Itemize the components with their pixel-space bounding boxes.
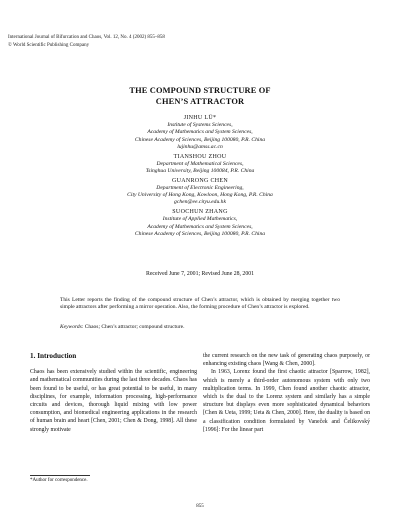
author-block — [0, 154, 400, 176]
affiliation-line: Institute of Systems Sciences, — [167, 122, 233, 129]
author-name: SUOCHUN ZHANG — [172, 209, 228, 216]
intro-paragraph-continued: the current research on the new task of generating chaos purposely, or enhancing existing chaos [Wang & Chen, 2000]. — [203, 353, 370, 368]
journal-header — [8, 34, 165, 49]
affiliation-line: Department of Mathematical Sciences, — [156, 160, 244, 167]
affiliation-line: Chinese Academy of Sciences, Beijing 100080, P.R. China — [134, 136, 266, 143]
author-name: JINHU LÜ* — [183, 115, 217, 121]
affiliation-line: Chinese Academy of Sciences, Beijing 100080, P.R. China — [134, 230, 266, 237]
title-line-1: THE COMPOUND STRUCTURE OF — [129, 86, 271, 95]
author-block — [0, 209, 400, 238]
title-line-2: CHEN’S ATTRACTOR — [155, 96, 245, 106]
affiliation-line: Academy of Mathematics and System Sciences, — [147, 129, 253, 136]
author-name: TIANSHOU ZHOU — [173, 153, 227, 160]
right-column — [203, 352, 370, 434]
intro-paragraph: Chaos has been extensively studied within the scientific, engineering and mathematical communities during the last three decades. Chaos has been found to be useful, or has great potential to be useful, in many disciplines, for example, information processing, high-performance circuits and devices, thorough liquid mixing with low power consumption, and biomedical engineering applications in the research of human brain and heart [Chen, 2001; Chen & Dong, 1998]. All these strongly motivate — [30, 369, 197, 433]
keywords — [60, 324, 340, 330]
left-column — [30, 352, 197, 434]
author-name: GUANRONG CHEN — [171, 177, 229, 184]
affiliation-line: City University of Hong Kong, Kowloon, Hong Kong, P.R. China — [127, 192, 273, 199]
author-block — [0, 115, 400, 151]
section-heading: 1. Introduction — [30, 352, 77, 360]
abstract: This Letter reports the finding of the compound structure of Chen’s attractor, which is obtained by merging together two simple attractors after performing a mirror operation. Also, the forming procedure of Chen’s attractor is explored. — [60, 297, 340, 311]
author-block — [0, 178, 400, 207]
author-email: gchen@ee.cityu.edu.hk — [174, 199, 226, 206]
journal-citation: International Journal of Bifurcation and Chaos, Vol. 12, No. 4 (2002) 855–858 — [8, 35, 165, 40]
author-list — [0, 115, 400, 241]
intro-paragraph: In 1963, Lorenz found the first chaotic attractor [Sparrow, 1982], which is merely a third-order autonomous system with only two multiplication terms. In 1999, Chen found another chaotic attractor, which is the dual to the Lorenz system and similarly has a simple structure but displays even more sophisticated dynamical behaviors [Chen & Ueta, 1999; Ueta & Chen, 2000]. Here, the duality is based on a classification condition formulated by Vaneček and Čelikovský [1996]: For the linear part — [203, 369, 370, 433]
author-email: lujinhu@amss.ac.cn — [177, 143, 223, 150]
footnote: *Author for correspondence. — [30, 478, 88, 483]
affiliation-line: Department of Electronic Engineering, — [156, 185, 244, 192]
footnote-divider — [30, 475, 90, 476]
page-number: 855 — [196, 504, 204, 509]
affiliation-line: Institute of Applied Mathematics, — [162, 216, 238, 223]
keywords-text: : Chaos; Chen’s attractor; compound structure. — [81, 324, 185, 330]
keywords-label: Keywords — [60, 324, 82, 330]
paper-title — [0, 86, 400, 107]
affiliation-line: Academy of Mathematics and System Sciences, — [147, 223, 253, 230]
affiliation-line: Tsinghua University, Beijing 100084, P.R. China — [145, 168, 255, 175]
journal-copyright: © World Scientific Publishing Company — [8, 42, 90, 48]
received-dates: Received June 7, 2001; Revised June 28, 2001 — [145, 271, 255, 277]
